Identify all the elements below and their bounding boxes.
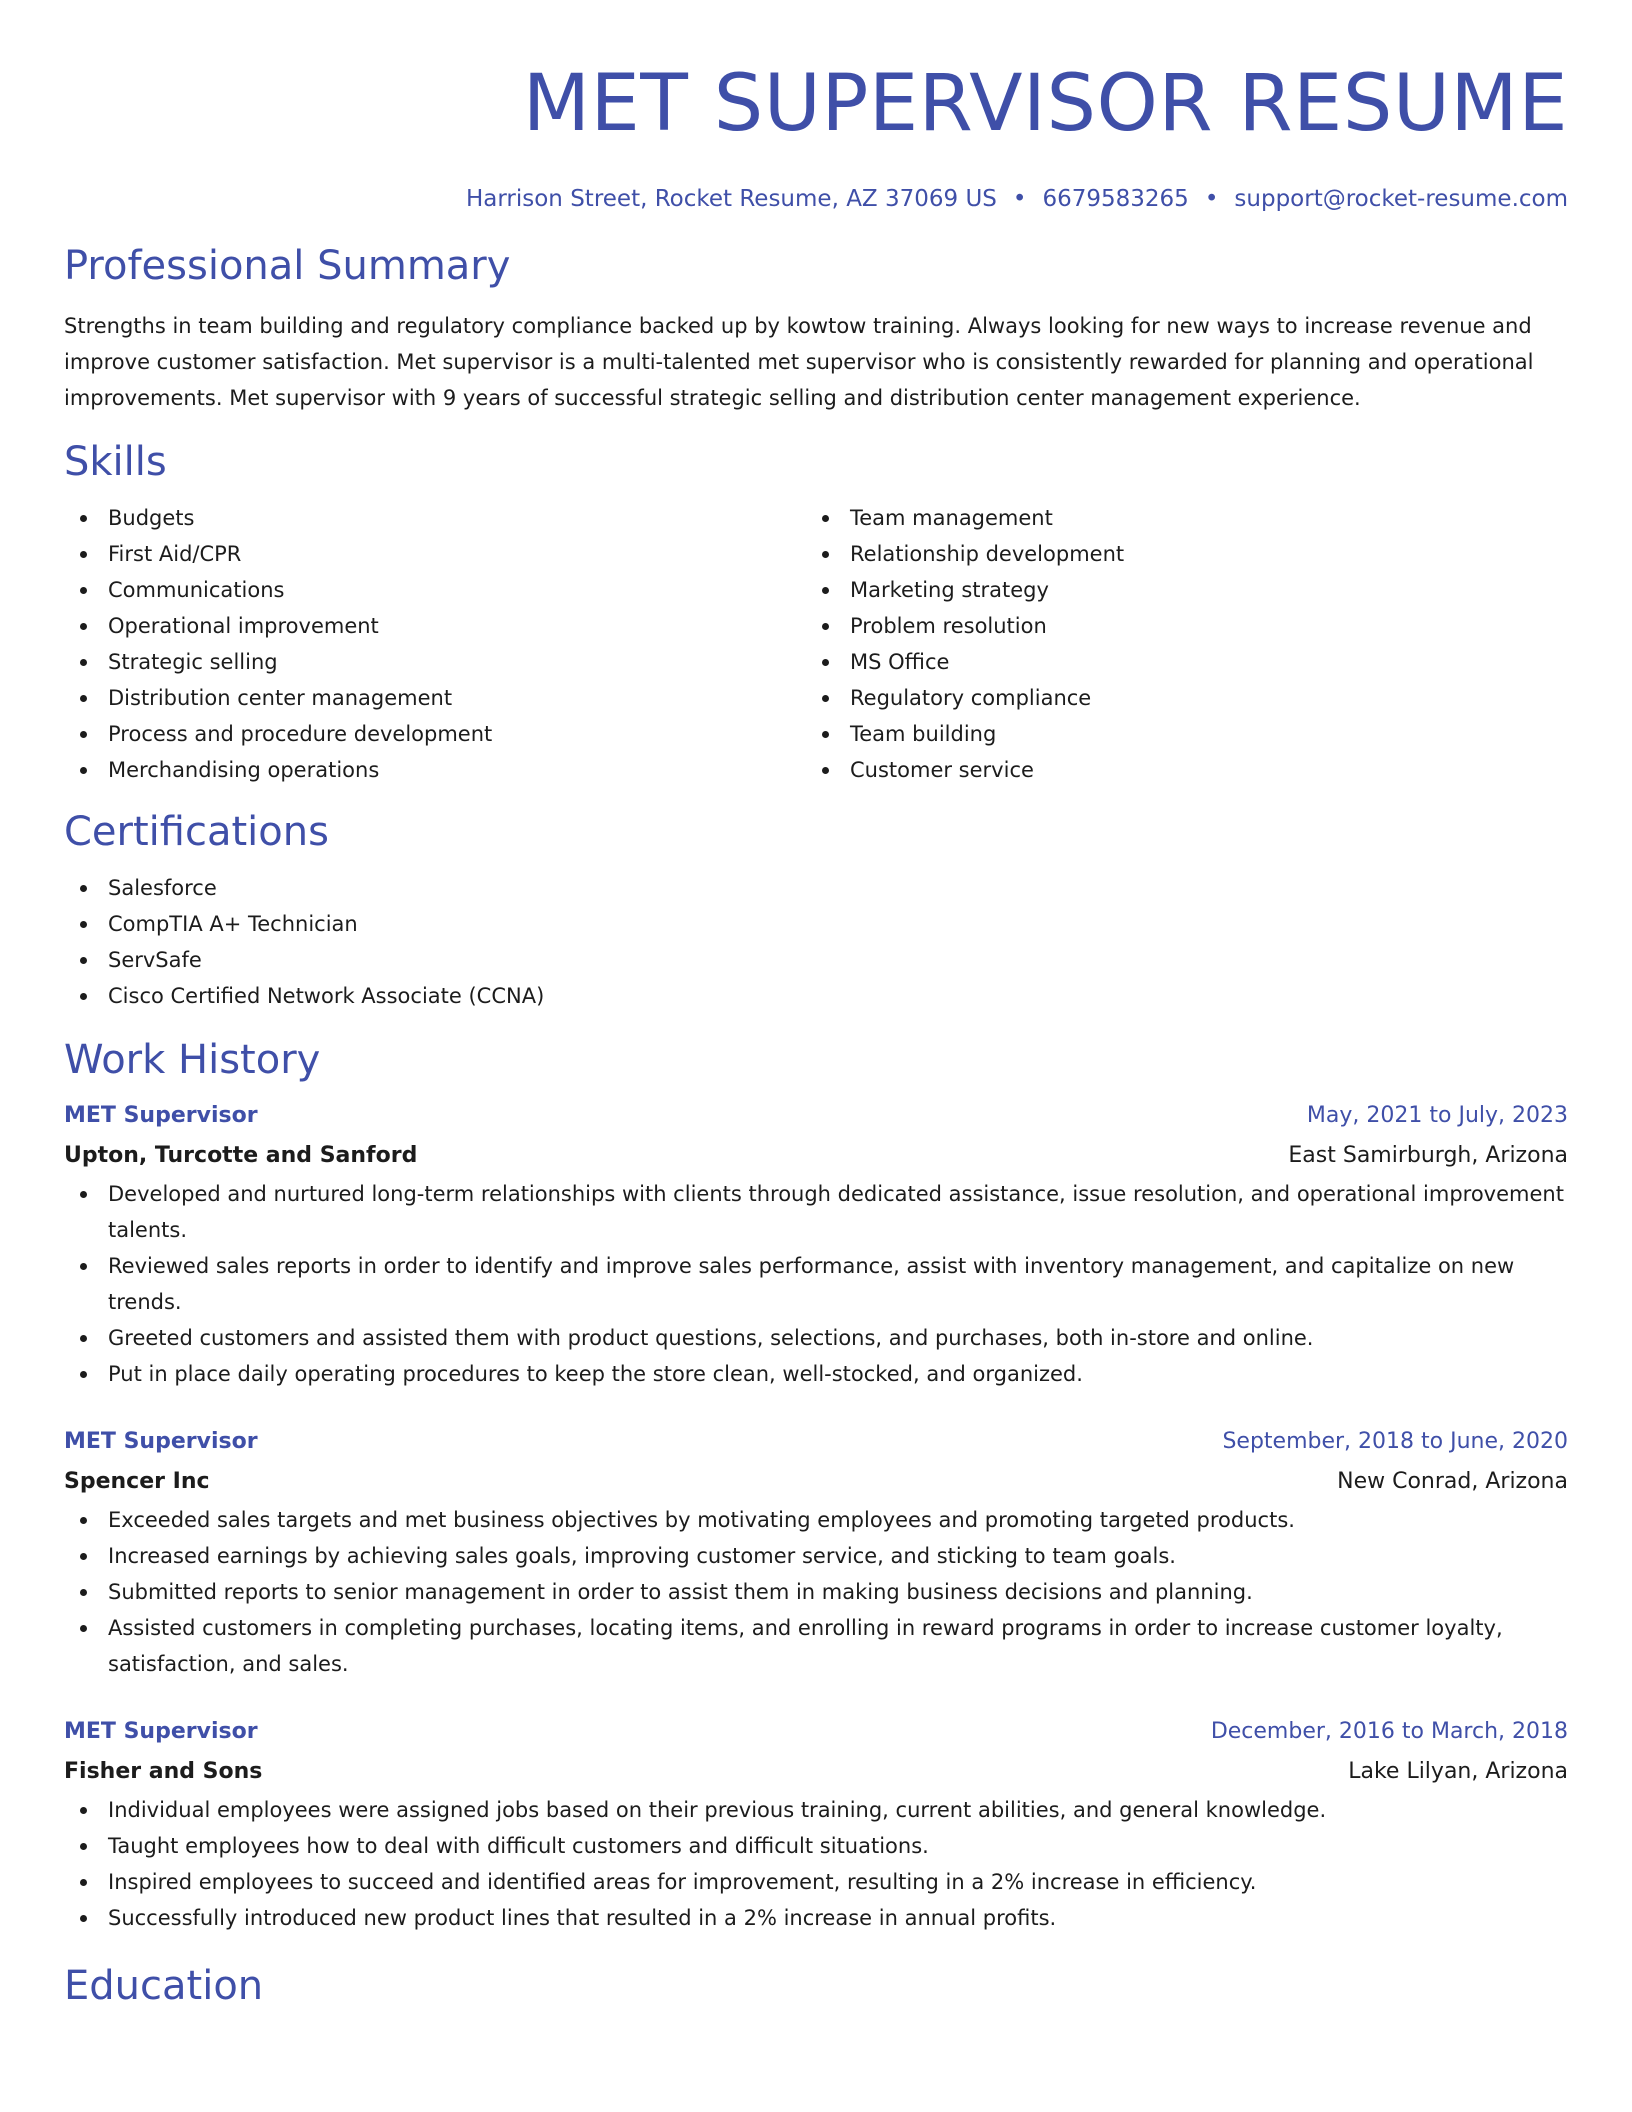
work-history-heading: Work History xyxy=(64,1037,321,1083)
job-company: Spencer Inc xyxy=(64,1469,210,1494)
summary-heading: Professional Summary xyxy=(64,243,511,289)
job-duty-item: Submitted reports to senior management in order to assist them in making business decisions and planning. xyxy=(64,1574,1568,1610)
summary-text: Strengths in team building and regulatory compliance backed up by kowtow training. Always looking for new ways to increase revenue and improve customer satisfaction. Met supervisor is a multi-talented met supervisor who is consistently rewarded for planning and operational improvements. Met supervisor with 9 years of successful strategic selling and distribution center management experience. xyxy=(64,314,1534,410)
job-duty-item: Individual employees were assigned jobs based on their previous training, current abilities, and general knowledge. xyxy=(64,1792,1568,1828)
skills-list xyxy=(64,500,1568,788)
skill-item: Team management xyxy=(806,500,1548,536)
address-text: Harrison Street, Rocket Resume, AZ 37069 US xyxy=(465,186,997,212)
skill-item: Communications xyxy=(64,572,806,608)
certification-item: CompTIA A+ Technician xyxy=(64,906,1568,942)
job-location: New Conrad, Arizona xyxy=(1337,1469,1568,1494)
job-dates: May, 2021 to July, 2023 xyxy=(1306,1103,1568,1128)
skill-item: Regulatory compliance xyxy=(806,680,1548,716)
job-entry xyxy=(64,1096,1568,1392)
skill-item: MS Office xyxy=(806,644,1548,680)
certification-item: Cisco Certified Network Associate (CCNA) xyxy=(64,978,1568,1014)
job-duty-item: Increased earnings by achieving sales goals, improving customer service, and sticking to team goals. xyxy=(64,1538,1568,1574)
skill-item: Problem resolution xyxy=(806,608,1548,644)
job-entry xyxy=(64,1422,1568,1682)
resume-page xyxy=(64,0,1568,2012)
resume-title: MET SUPERVISOR RESUME xyxy=(522,59,1568,149)
job-location: Lake Lilyan, Arizona xyxy=(1348,1759,1568,1784)
skills-heading: Skills xyxy=(64,439,167,485)
separator-dot: • xyxy=(1012,186,1027,212)
job-location: East Samirburgh, Arizona xyxy=(1288,1143,1568,1168)
job-duty-item: Reviewed sales reports in order to identify and improve sales performance, assist with inventory management, and capitalize on new trends. xyxy=(64,1248,1568,1320)
skill-item: Operational improvement xyxy=(64,608,806,644)
separator-dot: • xyxy=(1204,186,1219,212)
contact-info xyxy=(64,182,1568,216)
certifications-heading: Certifications xyxy=(64,809,329,855)
skill-item: Budgets xyxy=(64,500,806,536)
skills-column-left xyxy=(64,500,806,788)
job-dates: September, 2018 to June, 2020 xyxy=(1222,1429,1568,1454)
job-company: Upton, Turcotte and Sanford xyxy=(64,1143,418,1168)
education-heading: Education xyxy=(64,1963,264,2009)
job-dates: December, 2016 to March, 2018 xyxy=(1210,1719,1568,1744)
job-duty-item: Inspired employees to succeed and identified areas for improvement, resulting in a 2% increase in efficiency. xyxy=(64,1864,1568,1900)
skills-column-right xyxy=(806,500,1548,788)
certification-item: Salesforce xyxy=(64,870,1568,906)
skill-item: Distribution center management xyxy=(64,680,806,716)
job-duty-item: Exceeded sales targets and met business objectives by motivating employees and promoting targeted products. xyxy=(64,1502,1568,1538)
job-duty-item: Greeted customers and assisted them with product questions, selections, and purchases, both in-store and online. xyxy=(64,1320,1568,1356)
job-title: MET Supervisor xyxy=(64,1103,258,1128)
job-duty-item: Assisted customers in completing purchases, locating items, and enrolling in reward programs in order to increase customer loyalty, satisfaction, and sales. xyxy=(64,1610,1568,1682)
skill-item: Relationship development xyxy=(806,536,1548,572)
skill-item: Process and procedure development xyxy=(64,716,806,752)
job-entry xyxy=(64,1712,1568,1936)
job-duties-list xyxy=(64,1176,1568,1392)
certifications-list xyxy=(64,870,1568,1014)
job-duties-list xyxy=(64,1792,1568,1936)
phone-text: 6679583265 xyxy=(1042,186,1189,212)
certification-item: ServSafe xyxy=(64,942,1568,978)
job-duty-item: Put in place daily operating procedures to keep the store clean, well-stocked, and organized. xyxy=(64,1356,1568,1392)
skill-item: First Aid/CPR xyxy=(64,536,806,572)
skill-item: Team building xyxy=(806,716,1548,752)
skill-item: Strategic selling xyxy=(64,644,806,680)
job-title: MET Supervisor xyxy=(64,1719,258,1744)
job-duty-item: Successfully introduced new product lines that resulted in a 2% increase in annual profits. xyxy=(64,1900,1568,1936)
skill-item: Marketing strategy xyxy=(806,572,1548,608)
email-link[interactable]: support@rocket-resume.com xyxy=(1234,186,1568,212)
skill-item: Customer service xyxy=(806,752,1548,788)
job-duties-list xyxy=(64,1502,1568,1682)
skill-item: Merchandising operations xyxy=(64,752,806,788)
job-duty-item: Taught employees how to deal with difficult customers and difficult situations. xyxy=(64,1828,1568,1864)
job-title: MET Supervisor xyxy=(64,1429,258,1454)
job-duty-item: Developed and nurtured long-term relationships with clients through dedicated assistance, issue resolution, and operational improvement talents. xyxy=(64,1176,1568,1248)
job-company: Fisher and Sons xyxy=(64,1759,263,1784)
